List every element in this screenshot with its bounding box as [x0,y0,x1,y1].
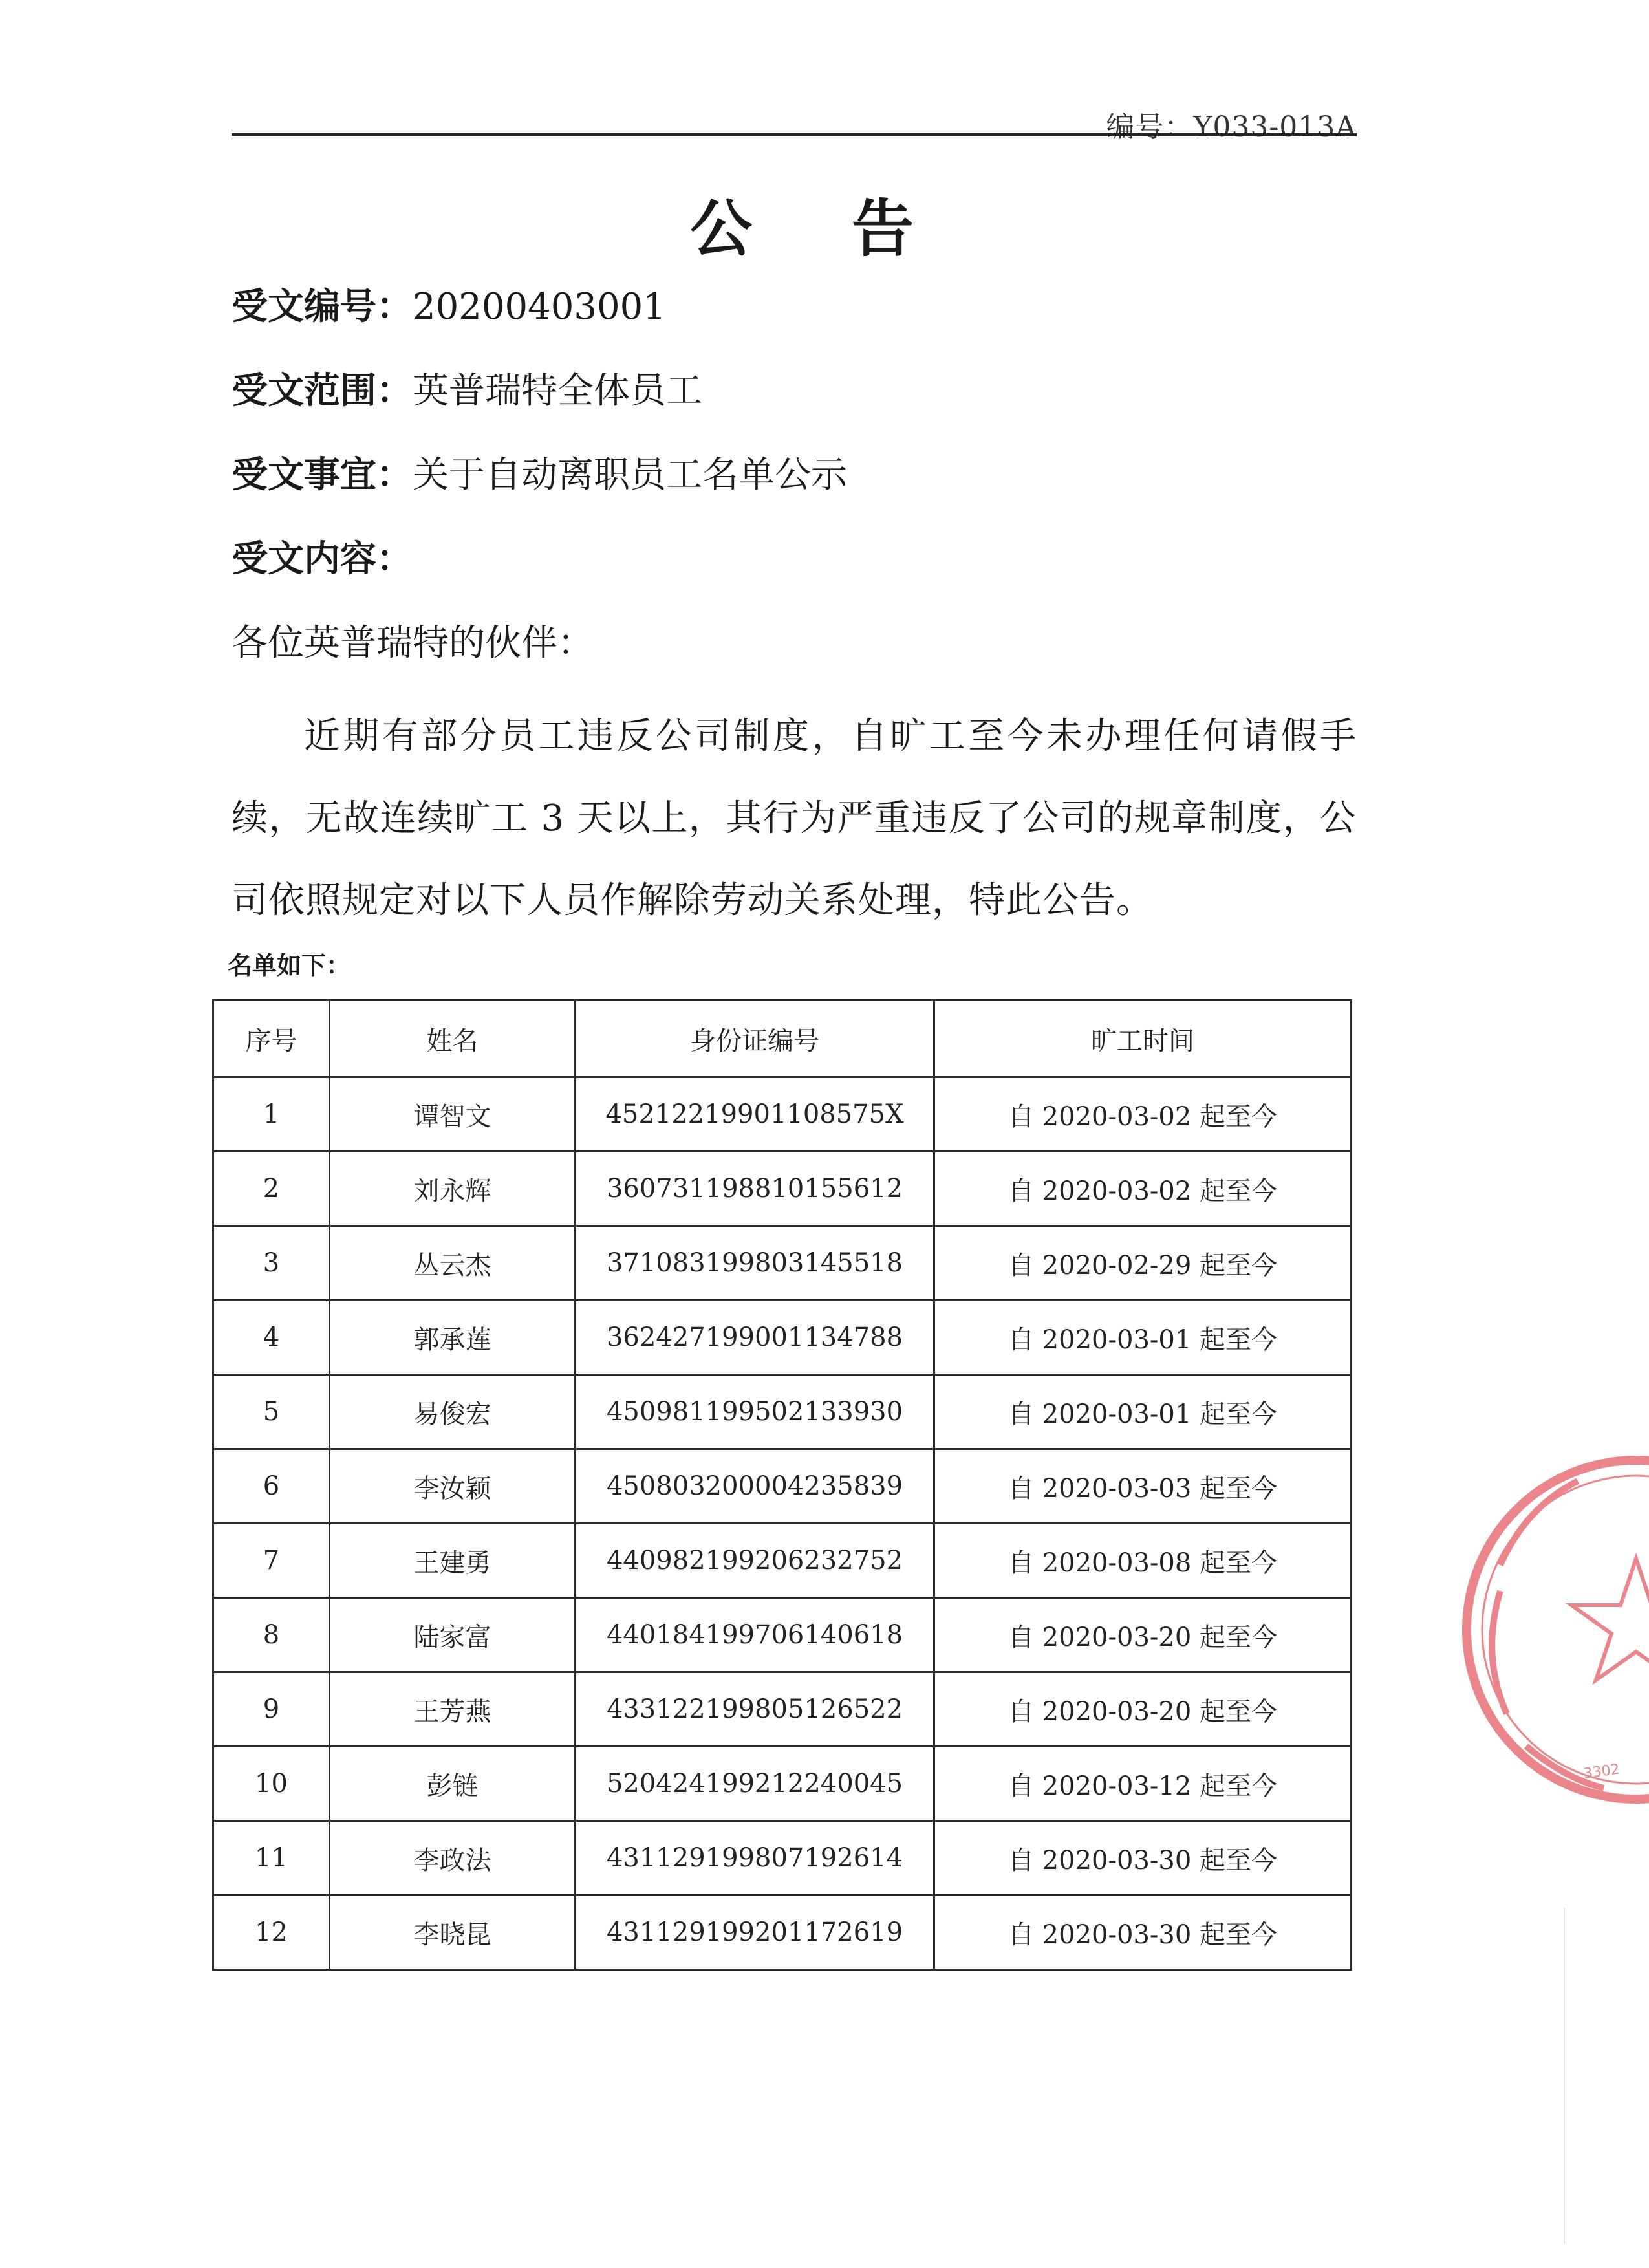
table-row [213,1524,1352,1598]
meta-subject [232,446,847,498]
company-seal [1429,1442,1649,1804]
page-title: 公 告 [690,193,953,265]
meta-label: 受文范围： [232,370,413,412]
table-row [213,1301,1352,1375]
cell-absence-time: 自 2020-03-08 起至今 [934,1524,1352,1598]
cell-index: 9 [213,1672,330,1747]
table-row [213,1077,1352,1152]
cell-id-number: 440982199206232752 [576,1524,934,1598]
cell-name: 王建勇 [330,1524,576,1598]
table-row [213,1375,1352,1449]
list-title: 名单如下： [228,951,351,980]
scan-artifact-line [1564,1908,1565,2244]
cell-absence-time: 自 2020-03-30 起至今 [934,1821,1352,1895]
cell-absence-time: 自 2020-03-01 起至今 [934,1375,1352,1449]
cell-name: 刘永辉 [330,1152,576,1226]
table-row [213,1449,1352,1524]
meta-label: 受文事宜： [232,454,413,496]
cell-absence-time: 自 2020-03-02 起至今 [934,1077,1352,1152]
cell-id-number: 431129199807192614 [576,1821,934,1895]
seal-code: 3302 [1582,1761,1621,1782]
meta-label: 受文编号： [232,286,413,328]
cell-index: 10 [213,1747,330,1821]
cell-absence-time: 自 2020-03-01 起至今 [934,1301,1352,1375]
header-id-number: 身份证编号 [576,1000,934,1077]
cell-name: 李政法 [330,1821,576,1895]
cell-index: 11 [213,1821,330,1895]
cell-id-number: 362427199001134788 [576,1301,934,1375]
header-rule [232,133,1357,136]
meta-value: 关于自动离职员工名单公示 [413,454,847,496]
cell-id-number: 371083199803145518 [576,1226,934,1301]
cell-name: 李晓昆 [330,1895,576,1970]
cell-name: 王芳燕 [330,1672,576,1747]
body-paragraph: 近期有部分员工违反公司制度，自旷工至今未办理任何请假手续，无故连续旷工 3 天以上，其行为严重违反了公司的规章制度，公司依照规定对以下人员作解除劳动关系处理，特此公告。 [232,715,1357,922]
cell-index: 6 [213,1449,330,1524]
table-body [213,1077,1352,1970]
document-number: 编号：Y033-013A [1106,111,1357,144]
cell-index: 7 [213,1524,330,1598]
meta-doc-number [232,278,666,330]
header-index: 序号 [213,1000,330,1077]
header-absence-time: 旷工时间 [934,1000,1352,1077]
table-row [213,1895,1352,1970]
cell-name: 易俊宏 [330,1375,576,1449]
cell-index: 8 [213,1598,330,1672]
cell-id-number: 433122199805126522 [576,1672,934,1747]
cell-absence-time: 自 2020-03-20 起至今 [934,1598,1352,1672]
cell-id-number: 450803200004235839 [576,1449,934,1524]
seal-star-icon [1571,1559,1649,1680]
table-row [213,1747,1352,1821]
cell-name: 谭智文 [330,1077,576,1152]
cell-id-number: 45212219901108575X [576,1077,934,1152]
table-row [213,1152,1352,1226]
employee-table [212,999,1352,1971]
cell-index: 4 [213,1301,330,1375]
greeting: 各位英普瑞特的伙伴： [232,622,594,664]
table-header-row [213,1000,1352,1077]
cell-name: 郭承莲 [330,1301,576,1375]
cell-index: 1 [213,1077,330,1152]
cell-index: 3 [213,1226,330,1301]
cell-id-number: 360731198810155612 [576,1152,934,1226]
cell-index: 5 [213,1375,330,1449]
table-row [213,1672,1352,1747]
cell-index: 12 [213,1895,330,1970]
header-name: 姓名 [330,1000,576,1077]
meta-label: 受文内容： [232,538,413,580]
cell-absence-time: 自 2020-03-30 起至今 [934,1895,1352,1970]
cell-id-number: 440184199706140618 [576,1598,934,1672]
cell-absence-time: 自 2020-02-29 起至今 [934,1226,1352,1301]
cell-absence-time: 自 2020-03-20 起至今 [934,1672,1352,1747]
cell-id-number: 520424199212240045 [576,1747,934,1821]
meta-value: 20200403001 [413,286,666,328]
table-row [213,1226,1352,1301]
cell-absence-time: 自 2020-03-12 起至今 [934,1747,1352,1821]
cell-id-number: 450981199502133930 [576,1375,934,1449]
table-row [213,1821,1352,1895]
cell-absence-time: 自 2020-03-02 起至今 [934,1152,1352,1226]
meta-content [232,530,413,582]
cell-id-number: 431129199201172619 [576,1895,934,1970]
cell-name: 陆家富 [330,1598,576,1672]
cell-name: 丛云杰 [330,1226,576,1301]
cell-name: 彭链 [330,1747,576,1821]
meta-value: 英普瑞特全体员工 [413,370,702,412]
cell-name: 李汝颖 [330,1449,576,1524]
table-row [213,1598,1352,1672]
meta-scope [232,362,702,414]
cell-index: 2 [213,1152,330,1226]
cell-absence-time: 自 2020-03-03 起至今 [934,1449,1352,1524]
